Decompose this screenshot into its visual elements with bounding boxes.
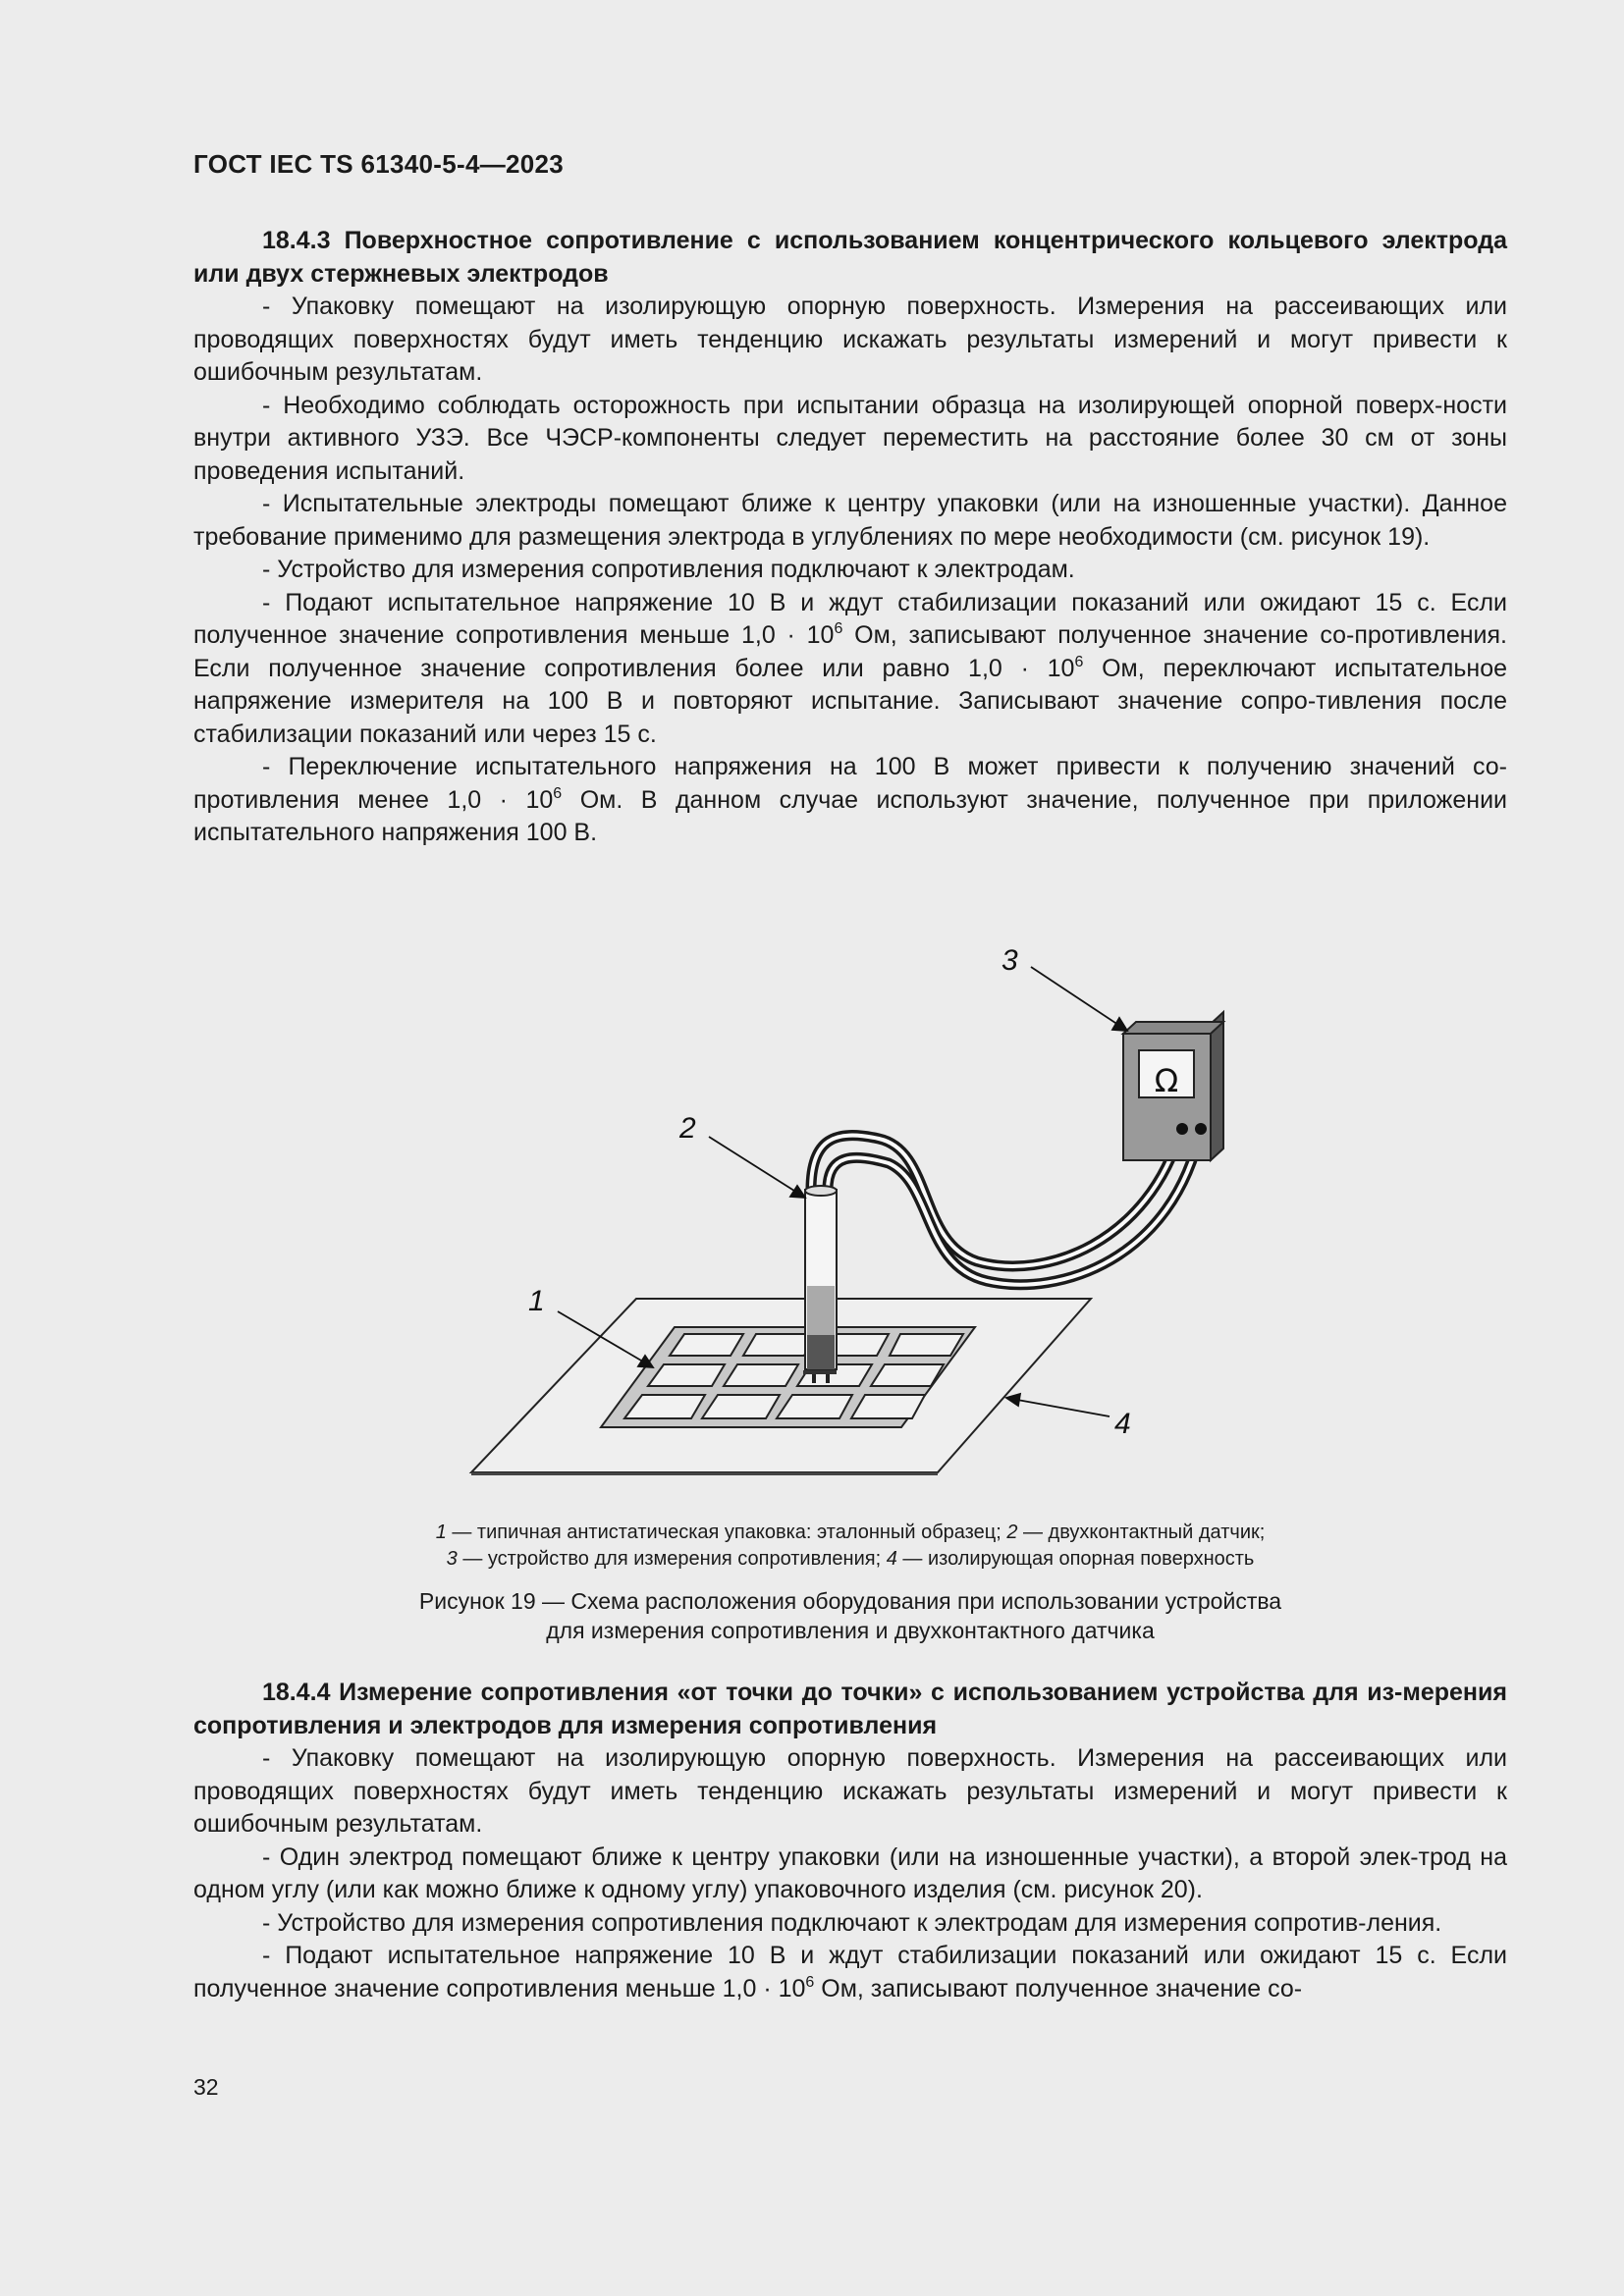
- callout-1: 1: [528, 1285, 545, 1317]
- paragraph: - Подают испытательное напряжение 10 В и ждут стабилизации показаний или ожидают 15 с. Если полученное значение сопротивления меньше $1,0 \cdot 10^6$ Ом, записывают полученное значение со-: [193, 1942, 1507, 2002]
- section-18-4-4: [193, 1677, 1507, 2005]
- legend-line-2: 3 — устройство для измерения сопротивления; 4 — изолирующая опорная поверхность: [446, 1548, 1255, 1570]
- paragraph: - Переключение испытательного напряжения на 100 В может привести к получению значений со-противления менее $1,0 \cdot 10^6$ Ом. В данном случае используют значение, полученное при приложении испытательного напряжения 100 В.: [193, 753, 1507, 846]
- paragraph: - Упаковку помещают на изолирующую опорную поверхность. Измерения на рассеивающих или проводящих поверхностях будут иметь тенденцию искажать результаты измерений и могут привести к ошибочным результатам.: [193, 293, 1507, 386]
- paragraph: - Устройство для измерения сопротивления подключают к электродам.: [262, 556, 1075, 583]
- document-header: ГОСТ IEC TS 61340-5-4—2023: [193, 149, 565, 179]
- ohm-symbol: Ω: [1154, 1062, 1179, 1099]
- figure-legend: [193, 1520, 1507, 1573]
- paragraph: - Упаковку помещают на изолирующую опорную поверхность. Измерения на рассеивающих или проводящих поверхностях будут иметь тенденцию искажать результаты измерений и могут привести к ошибочным результатам.: [193, 1744, 1507, 1838]
- paragraph: - Испытательные электроды помещают ближе к центру упаковки (или на изношенные участки). Данное требование применимо для размещения электрода в углублениях по мере необходимости (см. рисунок 19).: [193, 490, 1507, 551]
- legend-line-1: 1 — типичная антистатическая упаковка: эталонный образец; 2 — двухконтактный датчик;: [435, 1522, 1266, 1543]
- section-heading: 18.4.4 Измерение сопротивления «от точки до точки» с использованием устройства для из-мерения сопротивления и электродов для измерения сопротивления: [193, 1679, 1507, 1739]
- section-heading: 18.4.3 Поверхностное сопротивление с использованием концентрического кольцевого электрода или двух стержневых электродов: [193, 227, 1507, 288]
- figure-caption: Рисунок 19 — Схема расположения оборудования при использовании устройства для измерения сопротивления и двухконтактного датчика: [418, 1588, 1282, 1643]
- paragraph: - Подают испытательное напряжение 10 В и ждут стабилизации показаний или ожидают 15 с. Если полученное значение сопротивления меньше $1,0 \cdot 10^6$ Ом, записывают полученное значение со-противления. Если полученное значение сопротивления более или равно $1,0 \cdot 10^6$ Ом, переключают испытательное напряжение измерителя на 100 В и повторяют испытание. Записывают значение сопро-тивления после стабилизации показаний или через 15 с.: [193, 588, 1507, 748]
- callout-2: 2: [679, 1112, 696, 1145]
- callout-4: 4: [1114, 1408, 1131, 1440]
- paragraph: - Устройство для измерения сопротивления подключают к электродам для измерения сопротив-ления.: [262, 1908, 1442, 1937]
- paragraph: - Необходимо соблюдать осторожность при испытании образца на изолирующей опорной поверх-ности внутри активного УЗЭ. Все ЧЭСР-компоненты следует переместить на расстояние более 30 см от зоны проведения испытаний.: [193, 391, 1507, 485]
- paragraph: - Один электрод помещают ближе к центру упаковки (или на изношенные участки), а второй элек-трод на одном углу (или как можно ближе к одному углу) упаковочного изделия (см. рисунок 20).: [193, 1842, 1507, 1903]
- callout-3: 3: [1001, 944, 1018, 977]
- page-number: 32: [193, 2074, 219, 2100]
